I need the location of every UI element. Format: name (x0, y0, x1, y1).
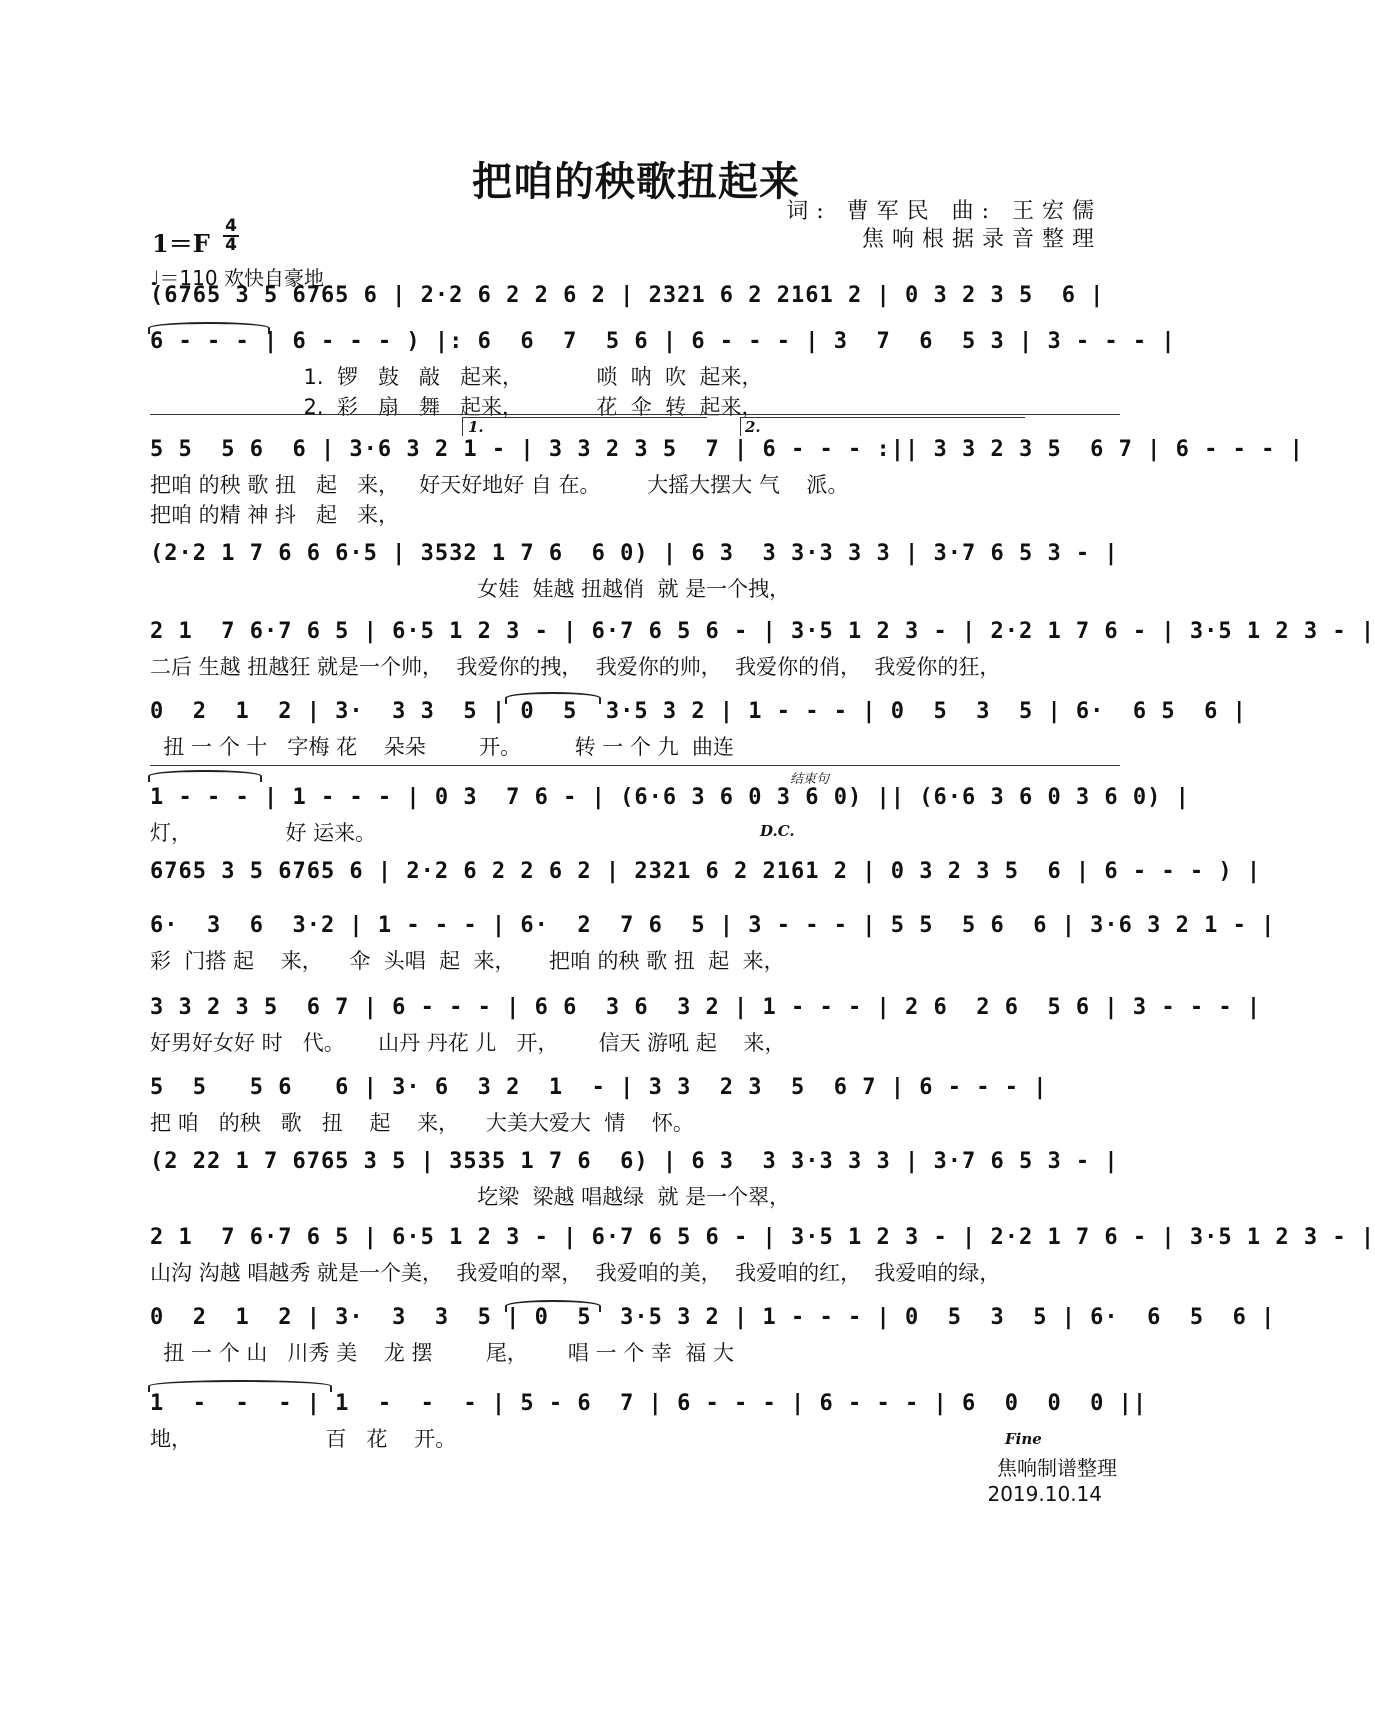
lyric-line: 2. 彩 扇 舞 起来， 花 伞 转 起来， (150, 395, 763, 419)
notation-line: 5 5 5 6 6 | 3· 6 3 2 1 - | 3 3 2 3 5 6 7 | 6 - - - | (150, 1075, 1048, 1100)
volta-1-label: 1. (468, 418, 484, 436)
notation-line: 0 2 1 2 | 3· 3 3 5 | 0 5 3·5 3 2 | 1 - - - | 0 5 3 5 | 6· 6 5 6 | (150, 1305, 1276, 1330)
dc-mark: D.C. (760, 822, 795, 840)
notation-line: 1 - - - | 1 - - - | 0 3 7 6 - | (6·6 3 6 0 3 6 0) || (6·6 3 6 0 3 6 0) | (150, 785, 1190, 810)
arrangement-date: 2019.10.14 (987, 1482, 1102, 1506)
notation-line: 6 - - - | 6 - - - ) |: 6 6 7 5 6 | 6 - - - | 3 7 6 5 3 | 3 - - - | (150, 329, 1176, 354)
lyric-line: 彩 门搭 起 来， 伞 头唱 起 来， 把咱 的秧 歌 扭 起 来， (150, 949, 785, 973)
lyric-line: 扭 一 个 山 川秀 美 龙 摆 尾， 唱 一 个 幸 福 大 (150, 1341, 734, 1365)
lyric-line: 地， 百 花 开。 (150, 1427, 457, 1451)
volta-1-bracket (462, 417, 707, 436)
credits-transcriber: 焦响根据录音整理 (861, 227, 1102, 252)
time-signature (222, 218, 240, 254)
volta-2-label: 2. (745, 418, 761, 436)
key-signature: 1＝F (152, 229, 210, 258)
time-signature-top: 4 (225, 216, 237, 236)
notation-line: 1 - - - | 1 - - - | 5 - 6 7 | 6 - - - | 6 - - - | 6 0 0 0 || (150, 1391, 1148, 1416)
lyric-line: 山沟 沟越 唱越秀 就是一个美， 我爱咱的翠， 我爱咱的美， 我爱咱的红， 我爱咱的绿， (150, 1261, 1001, 1285)
notation-line: (6765 3 5 6765 6 | 2·2 6 2 2 6 2 | 2321 6 2 2161 2 | 0 3 2 3 5 6 | (150, 283, 1105, 308)
lyric-line: 灯， 好 运来。 (150, 821, 377, 845)
volta-2-bracket (740, 417, 1025, 436)
lyric-line: 把咱 的秧 歌 扭 起 来， 好天好地好 自 在。 大摇大摆大 气 派。 (150, 473, 849, 497)
notation-line: (2 22 1 7 6765 3 5 | 3535 1 7 6 6) | 6 3 3 3·3 3 3 | 3·7 6 5 3 - | (150, 1149, 1119, 1174)
divider-line (150, 765, 1120, 766)
song-title: 把咱的秧歌扭起来 (472, 159, 800, 205)
notation-line: (2·2 1 7 6 6 6·5 | 3532 1 7 6 6 0) | 6 3 3 3·3 3 3 | 3·7 6 5 3 - | (150, 541, 1119, 566)
notation-line: 5 5 5 6 6 | 3·6 3 2 1 - | 3 3 2 3 5 7 | 6 - - - :|| 3 3 2 3 5 6 7 | 6 - - - | (150, 437, 1304, 462)
tie-arc (148, 322, 270, 334)
slur-arc (505, 1300, 601, 1312)
credits-lyricist-composer: 词: 曹军民 曲: 王宏儒 (786, 199, 1102, 224)
lyric-line: 扭 一 个 十 字梅 花 朵朵 开。 转 一 个 九 曲连 (150, 735, 734, 759)
tempo-marking: ♩＝110 欢快自豪地 (150, 266, 324, 290)
ending-phrase-label: 结束句 (790, 772, 830, 787)
fine-mark: Fine (1005, 1430, 1042, 1448)
lyric-line: 把 咱 的秧 歌 扭 起 来， 大美大爱大 情 怀。 (150, 1111, 694, 1135)
tie-arc (148, 770, 262, 782)
tie-arc (148, 1380, 332, 1392)
lyric-line: 好男好女好 时 代。 山丹 丹花 儿 开， 信天 游吼 起 来， (150, 1031, 786, 1055)
notation-line: 2 1 7 6·7 6 5 | 6·5 1 2 3 - | 6·7 6 5 6 - | 3·5 1 2 3 - | 2·2 1 7 6 - | 3·5 1 2 3 - | (150, 1225, 1375, 1250)
notation-line: 0 2 1 2 | 3· 3 3 5 | 0 5 3·5 3 2 | 1 - - - | 0 5 3 5 | 6· 6 5 6 | (150, 699, 1247, 724)
divider-line (150, 414, 1120, 415)
lyric-line: 把咱 的精 神 抖 起 来， (150, 503, 400, 527)
lyric-line: 圪梁 梁越 唱越绿 就 是一个翠， (150, 1185, 791, 1209)
lyric-line: 女娃 娃越 扭越俏 就 是一个拽， (150, 577, 791, 601)
lyric-line: 二后 生越 扭越狂 就是一个帅， 我爱你的拽， 我爱你的帅， 我爱你的俏， 我爱你的狂， (150, 655, 1001, 679)
slur-arc (505, 692, 601, 704)
lyric-line: 1. 锣 鼓 敲 起来， 唢 呐 吹 起来， (150, 365, 763, 389)
notation-line: 6765 3 5 6765 6 | 2·2 6 2 2 6 2 | 2321 6 2 2161 2 | 0 3 2 3 5 6 | 6 - - - ) | (150, 859, 1262, 884)
notation-line: 3 3 2 3 5 6 7 | 6 - - - | 6 6 3 6 3 2 | 1 - - - | 2 6 2 6 5 6 | 3 - - - | (150, 995, 1262, 1020)
notation-line: 6· 3 6 3·2 | 1 - - - | 6· 2 7 6 5 | 3 - - - | 5 5 5 6 6 | 3·6 3 2 1 - | (150, 913, 1276, 938)
time-signature-bottom: 4 (225, 235, 237, 255)
notation-line: 2 1 7 6·7 6 5 | 6·5 1 2 3 - | 6·7 6 5 6 - | 3·5 1 2 3 - | 2·2 1 7 6 - | 3·5 1 2 3 - | (150, 619, 1375, 644)
arranger-credit: 焦响制谱整理 (997, 1456, 1117, 1480)
